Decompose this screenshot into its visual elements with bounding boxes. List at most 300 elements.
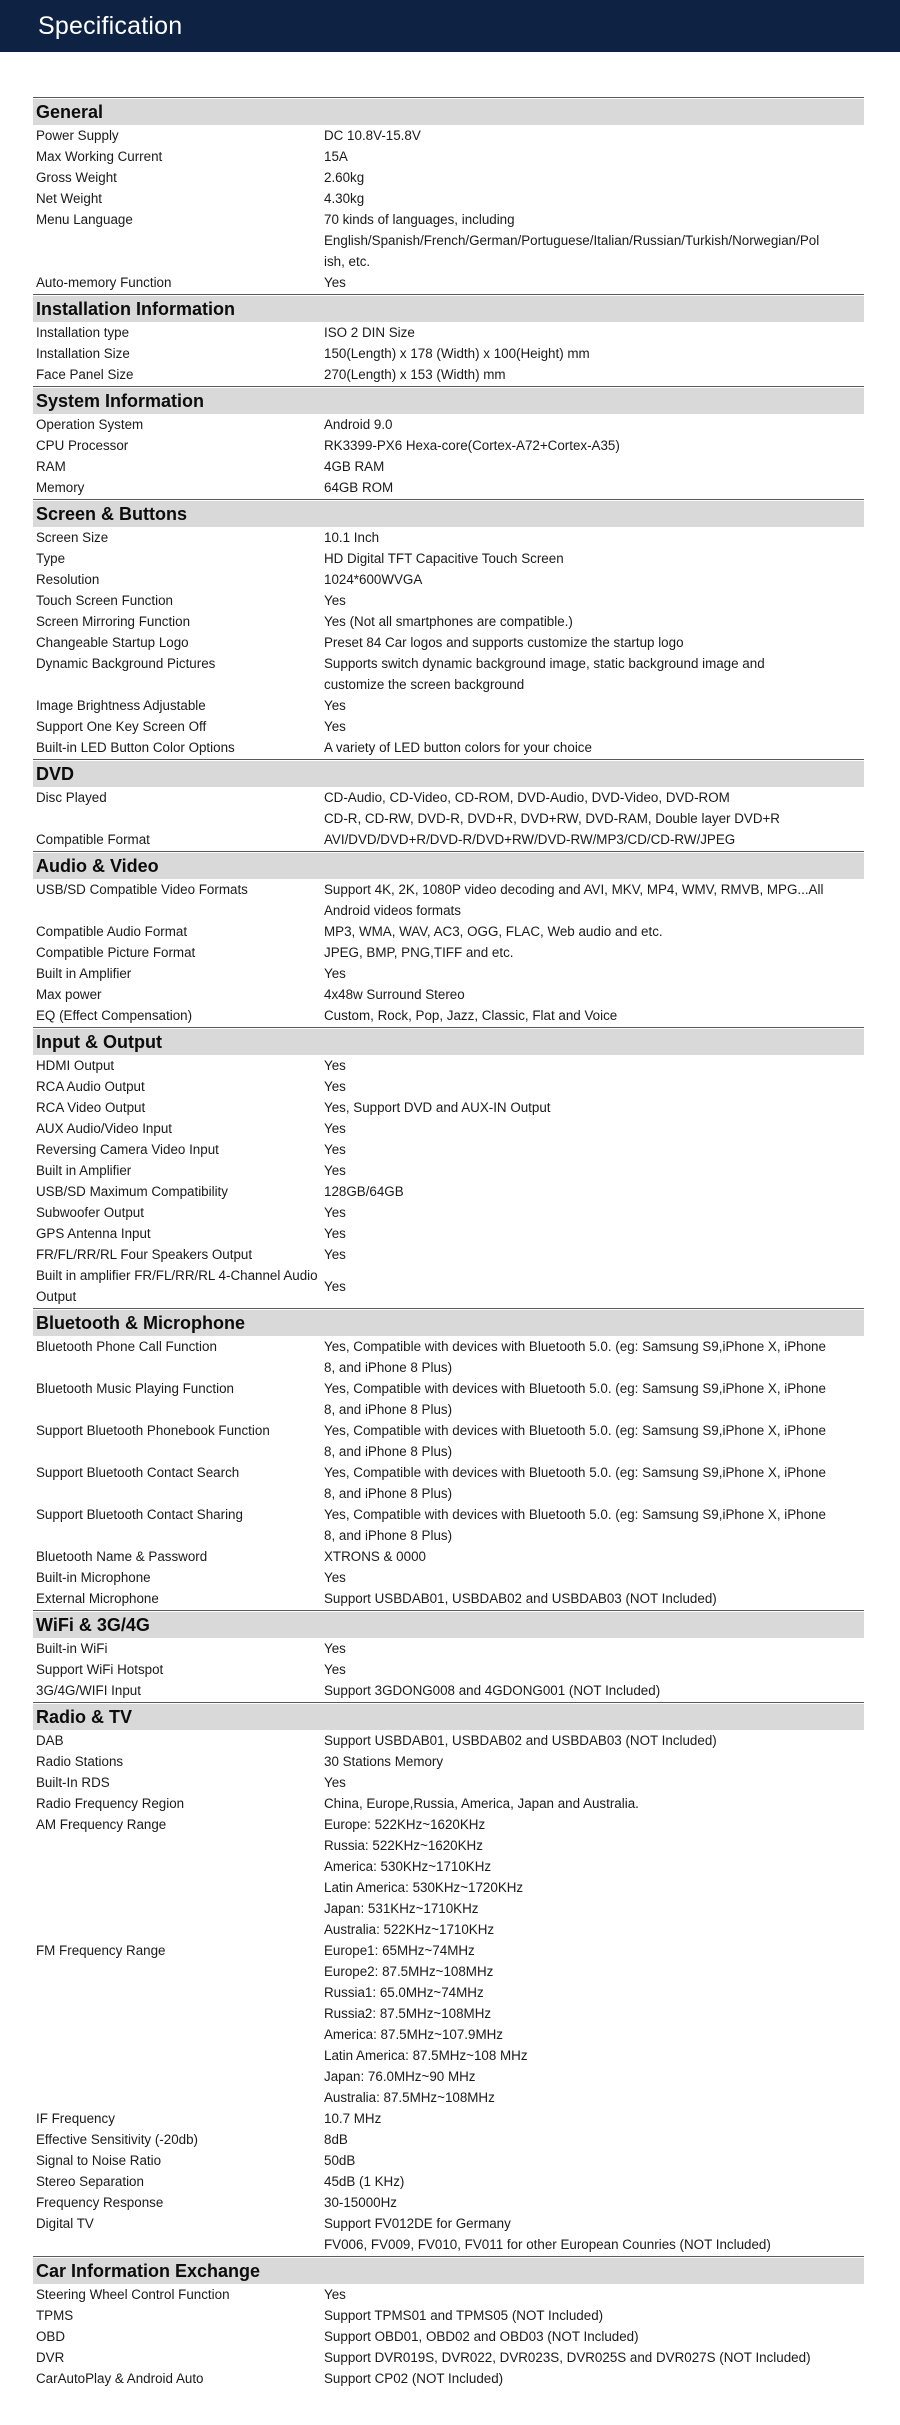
spec-value-line: Yes (324, 1775, 346, 1790)
spec-value (324, 146, 864, 167)
spec-value (324, 1751, 864, 1772)
spec-value (324, 1546, 864, 1567)
spec-value-line: 8, and iPhone 8 Plus) (324, 1528, 453, 1543)
spec-row (33, 737, 864, 758)
spec-row (33, 1462, 864, 1504)
spec-row (33, 1814, 864, 1940)
section-heading: Bluetooth & Microphone (33, 1310, 864, 1336)
spec-value (324, 188, 864, 209)
spec-value-line: Yes (324, 1226, 346, 1241)
spec-label: Gross Weight (36, 170, 117, 185)
section-divider (33, 499, 864, 500)
spec-label: Built in Amplifier (36, 1163, 132, 1178)
spec-value-line: A variety of LED button colors for your choice (324, 740, 592, 755)
spec-row (33, 921, 864, 942)
spec-row (33, 456, 864, 477)
spec-value-line: 8, and iPhone 8 Plus) (324, 1486, 453, 1501)
spec-value (324, 167, 864, 188)
spec-value (324, 2326, 864, 2347)
spec-label: GPS Antenna Input (36, 1226, 151, 1241)
spec-row (33, 611, 864, 632)
spec-value (324, 1276, 864, 1297)
spec-row (33, 942, 864, 963)
spec-value (324, 787, 864, 829)
spec-value-line: 8, and iPhone 8 Plus) (324, 1444, 453, 1459)
spec-row (33, 1223, 864, 1244)
spec-row (33, 1504, 864, 1546)
spec-value-line: Support FV012DE for Germany (324, 2216, 511, 2231)
spec-label: Built-in WiFi (36, 1641, 108, 1656)
spec-value-line: Support USBDAB01, USBDAB02 and USBDAB03 (NOT Included) (324, 1733, 717, 1748)
spec-value-line: Japan: 76.0MHz~90 MHz (324, 2069, 476, 2084)
spec-value-line: 4.30kg (324, 191, 365, 206)
spec-row (33, 167, 864, 188)
spec-row (33, 1730, 864, 1751)
section-heading: DVD (33, 761, 864, 787)
spec-value (324, 2171, 864, 2192)
spec-row (33, 716, 864, 737)
spec-label: Effective Sensitivity (-20db) (36, 2132, 198, 2147)
spec-row (33, 272, 864, 293)
spec-value (324, 1378, 864, 1420)
section-divider (33, 851, 864, 852)
spec-label: USB/SD Maximum Compatibility (36, 1184, 228, 1199)
spec-value-line: Japan: 531KHz~1710KHz (324, 1901, 479, 1916)
spec-value (324, 1202, 864, 1223)
spec-value (324, 2213, 864, 2255)
spec-label: Image Brightness Adjustable (36, 698, 206, 713)
spec-value (324, 1659, 864, 1680)
spec-value (324, 435, 864, 456)
spec-value (324, 414, 864, 435)
spec-row (33, 1638, 864, 1659)
spec-value (324, 2368, 864, 2389)
spec-row (33, 188, 864, 209)
spec-row (33, 477, 864, 498)
spec-value-line: Yes (324, 1662, 346, 1677)
spec-row (33, 1680, 864, 1701)
spec-value (324, 1244, 864, 1265)
spec-value (324, 716, 864, 737)
spec-row (33, 364, 864, 385)
spec-row (33, 984, 864, 1005)
spec-value (324, 1638, 864, 1659)
spec-row (33, 1055, 864, 1076)
spec-row (33, 2213, 864, 2255)
spec-value-line: MP3, WMA, WAV, AC3, OGG, FLAC, Web audio and etc. (324, 924, 663, 939)
spec-label: Dynamic Background Pictures (36, 656, 216, 671)
spec-value-line: English/Spanish/French/German/Portuguese/Italian/Russian/Turkish/Norwegian/Pol (324, 233, 820, 248)
spec-label: Built-in Microphone (36, 1570, 151, 1585)
spec-label: Power Supply (36, 128, 119, 143)
spec-value-line: Russia: 522KHz~1620KHz (324, 1838, 483, 1853)
spec-value-line: CD-R, CD-RW, DVD-R, DVD+R, DVD+RW, DVD-RAM, Double layer DVD+R (324, 811, 780, 826)
spec-value-line: Latin America: 87.5MHz~108 MHz (324, 2048, 528, 2063)
spec-value-line: Yes (324, 275, 346, 290)
spec-value-line: Preset 84 Car logos and supports customize the startup logo (324, 635, 684, 650)
spec-label: RCA Video Output (36, 1100, 146, 1115)
spec-value-line: Yes (324, 1205, 346, 1220)
spec-row (33, 1005, 864, 1026)
section-heading: Installation Information (33, 296, 864, 322)
spec-value-line: Support TPMS01 and TPMS05 (NOT Included) (324, 2308, 604, 2323)
spec-value (324, 1462, 864, 1504)
page-title: Specification (38, 12, 183, 40)
spec-value (324, 548, 864, 569)
spec-label: Disc Played (36, 790, 107, 805)
spec-label: Built in Amplifier (36, 966, 132, 981)
spec-row (33, 209, 864, 272)
spec-value-line: 30 Stations Memory (324, 1754, 444, 1769)
spec-value (324, 1567, 864, 1588)
spec-label: Reversing Camera Video Input (36, 1142, 219, 1157)
spec-label: Support Bluetooth Contact Search (36, 1465, 240, 1480)
spec-row (33, 1772, 864, 1793)
spec-value (324, 1730, 864, 1751)
spec-label: CarAutoPlay & Android Auto (36, 2371, 204, 2386)
spec-row (33, 1420, 864, 1462)
section-divider (33, 1610, 864, 1611)
spec-label: Installation Size (36, 346, 130, 361)
spec-row (33, 1940, 864, 2108)
spec-label: AM Frequency Range (36, 1817, 167, 1832)
spec-value (324, 343, 864, 364)
section-divider (33, 759, 864, 760)
spec-value (324, 2305, 864, 2326)
spec-value-line: Europe: 522KHz~1620KHz (324, 1817, 486, 1832)
spec-label: EQ (Effect Compensation) (36, 1008, 193, 1023)
spec-row (33, 1076, 864, 1097)
spec-row (33, 2326, 864, 2347)
spec-row (33, 2192, 864, 2213)
spec-label: RCA Audio Output (36, 1079, 145, 1094)
spec-value-line: Europe2: 87.5MHz~108MHz (324, 1964, 494, 1979)
spec-row (33, 343, 864, 364)
spec-value-line: AVI/DVD/DVD+R/DVD-R/DVD+RW/DVD-RW/MP3/CD/CD-RW/JPEG (324, 832, 736, 847)
section-heading: System Information (33, 388, 864, 414)
section-divider (33, 1308, 864, 1309)
spec-row (33, 653, 864, 695)
spec-value-line: customize the screen background (324, 677, 525, 692)
spec-row (33, 1097, 864, 1118)
spec-value-line: 30-15000Hz (324, 2195, 397, 2210)
spec-value (324, 942, 864, 963)
spec-row (33, 2305, 864, 2326)
spec-row (33, 879, 864, 921)
spec-value-line: Yes (324, 1641, 346, 1656)
spec-value (324, 456, 864, 477)
spec-row (33, 1202, 864, 1223)
spec-label: Subwoofer Output (36, 1205, 144, 1220)
section-heading: Screen & Buttons (33, 501, 864, 527)
spec-value (324, 1680, 864, 1701)
spec-value-line: ish, etc. (324, 254, 371, 269)
spec-value (324, 1005, 864, 1026)
spec-label: Frequency Response (36, 2195, 164, 2210)
spec-value (324, 829, 864, 850)
spec-label: Signal to Noise Ratio (36, 2153, 162, 2168)
spec-label: DVR (36, 2350, 65, 2365)
spec-row (33, 829, 864, 850)
spec-value-line: 50dB (324, 2153, 356, 2168)
spec-value (324, 1181, 864, 1202)
spec-value (324, 1793, 864, 1814)
spec-row (33, 125, 864, 146)
section-heading: Audio & Video (33, 853, 864, 879)
spec-row (33, 2347, 864, 2368)
spec-value-line: Yes (324, 1163, 346, 1178)
spec-label: External Microphone (36, 1591, 159, 1606)
spec-label: Installation type (36, 325, 130, 340)
spec-value-line: Custom, Rock, Pop, Jazz, Classic, Flat and Voice (324, 1008, 618, 1023)
spec-value-line: 64GB ROM (324, 480, 394, 495)
section-heading: General (33, 99, 864, 125)
spec-label: 3G/4G/WIFI Input (36, 1683, 141, 1698)
spec-value (324, 632, 864, 653)
spec-value-line: 10.1 Inch (324, 530, 380, 545)
section-heading: Radio & TV (33, 1704, 864, 1730)
spec-value-line: RK3399-PX6 Hexa-core(Cortex-A72+Cortex-A35) (324, 438, 620, 453)
spec-value (324, 984, 864, 1005)
spec-value (324, 611, 864, 632)
spec-value-line: 4x48w Surround Stereo (324, 987, 465, 1002)
spec-value-line: 10.7 MHz (324, 2111, 382, 2126)
spec-value-line: Yes (324, 719, 346, 734)
header-banner (0, 0, 900, 52)
spec-value-line: CD-Audio, CD-Video, CD-ROM, DVD-Audio, DVD-Video, DVD-ROM (324, 790, 730, 805)
spec-value (324, 2129, 864, 2150)
spec-value-line: Latin America: 530KHz~1720KHz (324, 1880, 524, 1895)
spec-value-line: Yes, Compatible with devices with Bluetooth 5.0. (eg: Samsung S9,iPhone X, iPhone (324, 1339, 826, 1354)
spec-row (33, 1139, 864, 1160)
spec-row (33, 695, 864, 716)
spec-label: DAB (36, 1733, 64, 1748)
spec-value-line: Yes (324, 1058, 346, 1073)
spec-label: Memory (36, 480, 85, 495)
spec-value-line: Yes, Compatible with devices with Bluetooth 5.0. (eg: Samsung S9,iPhone X, iPhone (324, 1507, 826, 1522)
spec-label: Built in amplifier FR/FL/RR/RL 4-Channel Audio Output (36, 1268, 318, 1304)
spec-value (324, 527, 864, 548)
spec-row (33, 1336, 864, 1378)
spec-row (33, 322, 864, 343)
spec-value-line: 4GB RAM (324, 459, 385, 474)
spec-label: Steering Wheel Control Function (36, 2287, 230, 2302)
spec-label: Screen Size (36, 530, 109, 545)
spec-label: OBD (36, 2329, 66, 2344)
spec-row (33, 632, 864, 653)
spec-row (33, 1181, 864, 1202)
spec-row (33, 1265, 864, 1307)
spec-value-line: Yes (324, 1121, 346, 1136)
spec-row (33, 2171, 864, 2192)
section-heading: Car Information Exchange (33, 2258, 864, 2284)
spec-value-line: 128GB/64GB (324, 1184, 404, 1199)
spec-value-line: Yes, Support DVD and AUX-IN Output (324, 1100, 551, 1115)
spec-value (324, 695, 864, 716)
spec-value-line: Russia1: 65.0MHz~74MHz (324, 1985, 484, 2000)
spec-value (324, 2284, 864, 2305)
spec-value-line: Australia: 522KHz~1710KHz (324, 1922, 495, 1937)
spec-value-line: Yes, Compatible with devices with Bluetooth 5.0. (eg: Samsung S9,iPhone X, iPhone (324, 1381, 826, 1396)
spec-row (33, 435, 864, 456)
spec-value-line: Support 4K, 2K, 1080P video decoding and AVI, MKV, MP4, WMV, RMVB, MPG...All (324, 882, 824, 897)
spec-label: Screen Mirroring Function (36, 614, 191, 629)
spec-label: Menu Language (36, 212, 133, 227)
spec-label: Resolution (36, 572, 100, 587)
spec-value-line: Support CP02 (NOT Included) (324, 2371, 504, 2386)
section-divider (33, 1702, 864, 1703)
spec-value (324, 569, 864, 590)
spec-value (324, 2108, 864, 2129)
spec-value (324, 1160, 864, 1181)
spec-row (33, 1118, 864, 1139)
spec-value (324, 879, 864, 921)
spec-label: Support Bluetooth Phonebook Function (36, 1423, 270, 1438)
spec-value-line: 2.60kg (324, 170, 365, 185)
spec-label: FM Frequency Range (36, 1943, 166, 1958)
spec-value (324, 322, 864, 343)
spec-value (324, 737, 864, 758)
spec-label: Bluetooth Name & Password (36, 1549, 208, 1564)
spec-row (33, 1659, 864, 1680)
spec-value-line: Yes (324, 1079, 346, 1094)
section-divider (33, 2256, 864, 2257)
spec-value (324, 1076, 864, 1097)
spec-value (324, 2347, 864, 2368)
spec-label: Net Weight (36, 191, 102, 206)
spec-value (324, 963, 864, 984)
spec-value-line: Europe1: 65MHz~74MHz (324, 1943, 475, 1958)
spec-row (33, 2284, 864, 2305)
spec-label: Touch Screen Function (36, 593, 173, 608)
spec-row (33, 1378, 864, 1420)
spec-value-line: China, Europe,Russia, America, Japan and Australia. (324, 1796, 639, 1811)
section-divider (33, 386, 864, 387)
spec-row (33, 414, 864, 435)
spec-value-line: Supports switch dynamic background image, static background image and (324, 656, 765, 671)
spec-value (324, 209, 864, 272)
spec-label: Compatible Picture Format (36, 945, 196, 960)
section-divider (33, 1027, 864, 1028)
spec-value-line: 8, and iPhone 8 Plus) (324, 1402, 453, 1417)
spec-value-line: Yes (324, 698, 346, 713)
spec-value-line: 8, and iPhone 8 Plus) (324, 1360, 453, 1375)
spec-value-line: Russia2: 87.5MHz~108MHz (324, 2006, 492, 2021)
spec-label: CPU Processor (36, 438, 129, 453)
spec-row (33, 963, 864, 984)
spec-value-line: DC 10.8V-15.8V (324, 128, 421, 143)
spec-value-line: FV006, FV009, FV010, FV011 for other European Counries (NOT Included) (324, 2237, 771, 2252)
spec-label: Stereo Separation (36, 2174, 144, 2189)
spec-label: Operation System (36, 417, 144, 432)
spec-value-line: Yes (324, 1278, 346, 1294)
spec-value (324, 2192, 864, 2213)
spec-value-line: Support DVR019S, DVR022, DVR023S, DVR025S and DVR027S (NOT Included) (324, 2350, 811, 2365)
spec-value (324, 2150, 864, 2171)
spec-value-line: Yes (324, 1247, 346, 1262)
spec-row (33, 146, 864, 167)
spec-value-line: JPEG, BMP, PNG,TIFF and etc. (324, 945, 514, 960)
spec-value-line: 15A (324, 149, 348, 164)
spec-row (33, 2368, 864, 2389)
spec-row (33, 527, 864, 548)
spec-value-line: 150(Length) x 178 (Width) x 100(Height) mm (324, 346, 590, 361)
spec-value (324, 125, 864, 146)
spec-label: Bluetooth Music Playing Function (36, 1381, 234, 1396)
spec-value-line: Australia: 87.5MHz~108MHz (324, 2090, 495, 2105)
spec-label: Radio Frequency Region (36, 1796, 185, 1811)
section-heading: WiFi & 3G/4G (33, 1612, 864, 1638)
spec-row (33, 787, 864, 829)
spec-value-line: HD Digital TFT Capacitive Touch Screen (324, 551, 564, 566)
spec-value-line: 8dB (324, 2132, 348, 2147)
spec-value (324, 272, 864, 293)
spec-value-line: ISO 2 DIN Size (324, 325, 415, 340)
spec-value (324, 1504, 864, 1546)
spec-value-line: 1024*600WVGA (324, 572, 423, 587)
spec-value-line: 45dB (1 KHz) (324, 2174, 405, 2189)
spec-value (324, 1223, 864, 1244)
spec-label: Support One Key Screen Off (36, 719, 207, 734)
spec-label: Face Panel Size (36, 367, 134, 382)
spec-value-line: Android videos formats (324, 903, 461, 918)
spec-value-line: Yes (324, 1142, 346, 1157)
spec-label: Compatible Audio Format (36, 924, 188, 939)
spec-value-line: XTRONS & 0000 (324, 1549, 426, 1564)
spec-row (33, 590, 864, 611)
spec-label: RAM (36, 459, 66, 474)
spec-value-line: America: 87.5MHz~107.9MHz (324, 2027, 503, 2042)
spec-value (324, 1772, 864, 1793)
spec-value (324, 1055, 864, 1076)
spec-value (324, 1336, 864, 1378)
spec-row (33, 1244, 864, 1265)
spec-label: FR/FL/RR/RL Four Speakers Output (36, 1247, 253, 1262)
spec-label: USB/SD Compatible Video Formats (36, 882, 248, 897)
spec-label: Changeable Startup Logo (36, 635, 189, 650)
spec-row (33, 1546, 864, 1567)
spec-value-line: Yes (324, 593, 346, 608)
spec-row (33, 2150, 864, 2171)
spec-label: HDMI Output (36, 1058, 115, 1073)
spec-value (324, 590, 864, 611)
spec-row (33, 1588, 864, 1609)
spec-value-line: America: 530KHz~1710KHz (324, 1859, 492, 1874)
spec-label: Bluetooth Phone Call Function (36, 1339, 217, 1354)
spec-label: Built-In RDS (36, 1775, 110, 1790)
spec-row (33, 548, 864, 569)
section-divider (33, 97, 864, 98)
section-heading: Input & Output (33, 1029, 864, 1055)
spec-value-line: Support USBDAB01, USBDAB02 and USBDAB03 (NOT Included) (324, 1591, 717, 1606)
spec-label: Max power (36, 987, 102, 1002)
spec-row (33, 569, 864, 590)
spec-value (324, 1118, 864, 1139)
section-divider (33, 294, 864, 295)
spec-label: Type (36, 551, 66, 566)
spec-value (324, 1814, 864, 1940)
spec-row (33, 2129, 864, 2150)
spec-row (33, 2108, 864, 2129)
spec-value-line: Android 9.0 (324, 417, 393, 432)
spec-value (324, 364, 864, 385)
spec-value (324, 653, 864, 695)
spec-value (324, 1940, 864, 2108)
spec-label: Support Bluetooth Contact Sharing (36, 1507, 243, 1522)
spec-row (33, 1567, 864, 1588)
spec-value (324, 477, 864, 498)
spec-value-line: Yes, Compatible with devices with Bluetooth 5.0. (eg: Samsung S9,iPhone X, iPhone (324, 1423, 826, 1438)
